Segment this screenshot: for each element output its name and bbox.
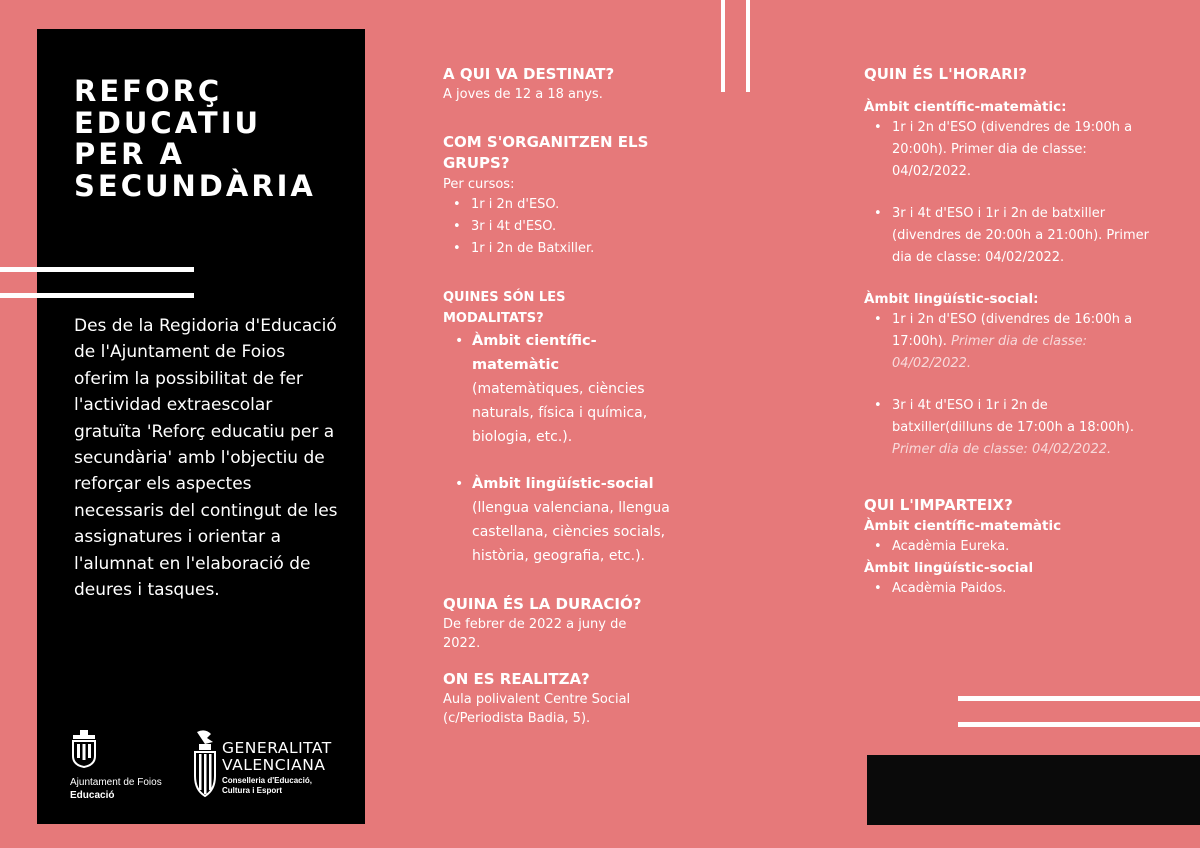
modalitat-detail: (llengua valenciana, llengua castellana, ciències socials, història, geografia, etc.). — [472, 500, 670, 564]
title-line: PER A — [74, 137, 185, 171]
gva-line1: GENERALITAT — [222, 739, 332, 757]
horari-cientific-title: Àmbit científic-matemàtic: — [864, 99, 1067, 115]
title-line: EDUCATIU — [74, 105, 262, 140]
logo-ajuntament-foios — [70, 730, 180, 801]
grups-intro: Per cursos: — [443, 177, 515, 192]
horari-text: 3r i 4t d'ESO i 1r i 2n de batxiller(dilluns de 17:00h a 18:00h). — [892, 398, 1134, 435]
vertical-line-right — [746, 0, 750, 92]
lloc-text: Aula polivalent Centre Social (c/Periodista Badia, 5). — [443, 692, 631, 726]
imparteix-cientific-title: Àmbit científic-matemàtic — [864, 518, 1062, 534]
horari-text: 1r i 2n d'ESO (divendres de 16:00h a 17:00h). — [892, 312, 1133, 349]
title-line: REFORÇ — [74, 74, 223, 108]
gva-sub1: Conselleria d'Educació, — [222, 776, 312, 785]
horari-linguistic-list — [864, 309, 1154, 461]
list-item — [864, 309, 1149, 375]
title-line: SECUNDÀRIA — [74, 168, 316, 203]
section-heading-lloc: ON ES REALITZA? — [443, 670, 590, 688]
section-heading-imparteix: QUI L'IMPARTEIX? — [864, 496, 1013, 514]
imparteix-linguistic-list — [864, 578, 1154, 600]
list-item: • 1r i 2n d'ESO. — [443, 194, 693, 216]
list-item: • 3r i 4t d'ESO i 1r i 2n de batxiller (divendres de 20:00h a 21:00h). Primer dia de classe: 04/02/2022. — [864, 203, 1154, 269]
modalitat-title: • Àmbit lingüístic-social — [472, 476, 654, 492]
logo-foios-dept: Educació — [70, 790, 115, 801]
section-heading-horari: QUIN ÉS L'HORARI? — [864, 65, 1028, 83]
section-heading-duracio: QUINA ÉS LA DURACIÓ? — [443, 595, 642, 613]
info-column-middle — [443, 64, 693, 728]
town-crest-icon — [70, 730, 98, 768]
gva-sub2: Cultura i Esport — [222, 786, 283, 795]
list-item: • Acadèmia Eureka. — [864, 536, 1154, 558]
list-item: • 1r i 2n de Batxiller. — [443, 238, 693, 260]
intro-text: Des de la Regidoria d'Educació de l'Ajuntament de Foios oferim la possibilitat de fer l'actividad extraescolar gratuïta 'Reforç educatiu per a secundària' amb l'objectiu de reforçar els aspectes necessaris del contingut de les assignatures i orientar a l'alumnat en l'elaboració de deures i tasques. — [74, 316, 338, 601]
divider-line-top — [0, 267, 194, 272]
modalitats-list — [443, 329, 693, 568]
list-item: • 3r i 4t d'ESO. — [443, 216, 693, 238]
list-item: • 1r i 2n d'ESO (divendres de 19:00h a 20:00h). Primer dia de classe: 04/02/2022. — [864, 117, 1144, 183]
section-heading-destinat: A QUI VA DESTINAT? — [443, 65, 615, 83]
section-heading-modalitats: QUINES SÓN LES MODALITATS? — [443, 290, 566, 326]
page-title — [74, 76, 354, 202]
modalitat-title: • Àmbit científic-matemàtic — [472, 333, 597, 373]
destinat-text: A joves de 12 a 18 anys. — [443, 87, 603, 102]
logo-foios-name: Ajuntament de Foios — [70, 777, 162, 788]
footer-black-box — [867, 755, 1200, 825]
logo-generalitat-valenciana — [193, 730, 353, 800]
list-item: • Acadèmia Paidos. — [864, 578, 1154, 600]
imparteix-linguistic-title: Àmbit lingüístic-social — [864, 560, 1034, 576]
info-column-right — [864, 64, 1154, 600]
horari-faded-text: Primer dia de classe: 04/02/2022. — [892, 334, 1087, 371]
vertical-line-left — [721, 0, 725, 92]
gva-line2: VALENCIANA — [222, 756, 326, 774]
list-item — [864, 395, 1149, 461]
list-item — [443, 329, 693, 449]
gva-crest-icon — [193, 730, 217, 798]
divider-line-right-top — [958, 696, 1200, 701]
section-heading-grups: COM S'ORGANITZEN ELS GRUPS? — [443, 133, 649, 172]
horari-faded-text: Primer dia de classe: 04/02/2022. — [892, 442, 1112, 457]
list-item — [443, 472, 693, 568]
modalitat-detail: (matemàtiques, ciències naturals, física i química, biologia, etc.). — [472, 381, 648, 445]
imparteix-cientific-list — [864, 536, 1154, 558]
grups-list — [443, 194, 693, 260]
duracio-text: De febrer de 2022 a juny de 2022. — [443, 617, 627, 651]
horari-cientific-list — [864, 117, 1154, 269]
horari-linguistic-title: Àmbit lingüístic-social: — [864, 291, 1039, 307]
divider-line-right-bottom — [958, 722, 1200, 727]
divider-line-bottom — [0, 293, 194, 298]
